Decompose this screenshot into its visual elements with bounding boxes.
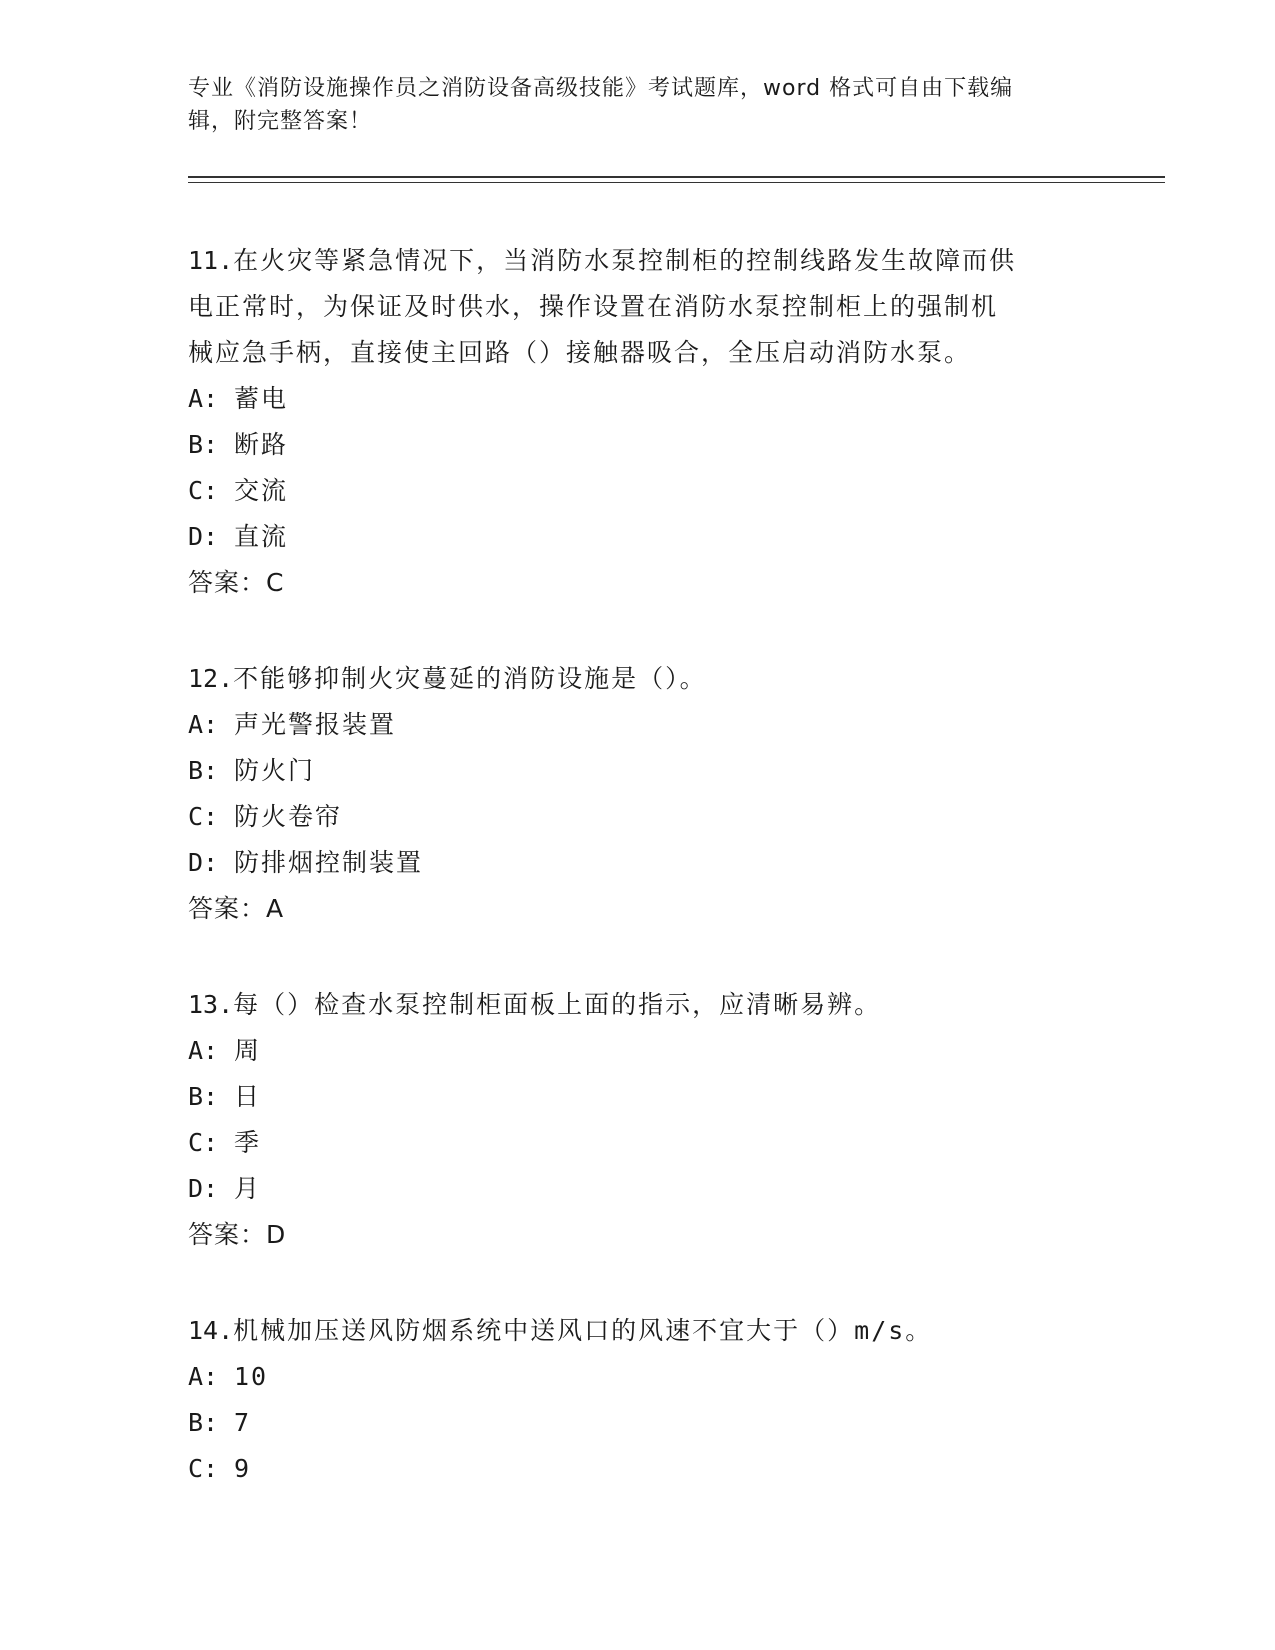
option-text: 断路 [234,430,289,459]
option-text: 防火卷帘 [234,802,343,831]
answer-line [188,886,1088,932]
question-number: 11. [188,246,234,275]
question-stem-line: 电正常时，为保证及时供水，操作设置在消防水泵控制柜上的强制机 [188,292,999,321]
option-c [188,468,1088,514]
answer-line [188,1212,1088,1258]
question-number: 12. [188,664,234,693]
question-stem-line [188,238,1088,284]
option-text: 月 [234,1174,262,1203]
option-b [188,748,1088,794]
question-list [188,238,1088,1542]
option-letter: D: [188,522,219,551]
option-text: 10 [234,1362,269,1391]
option-letter: A: [188,1036,219,1065]
question-stem [188,656,1088,702]
option-letter: C: [188,476,219,505]
option-b [188,1074,1088,1120]
option-a [188,1354,1088,1400]
option-text: 7 [234,1408,252,1437]
answer-label: 答案： [188,1220,267,1249]
option-letter: A: [188,384,219,413]
answer-value: A [266,894,284,923]
option-letter: B: [188,1408,219,1437]
option-text: 季 [234,1128,262,1157]
header-divider-thick [188,176,1165,178]
question-stem-text: 每（）检查水泵控制柜面板上面的指示，应清晰易辨。 [233,990,882,1019]
question-12 [188,656,1088,932]
question-13 [188,982,1088,1258]
question-stem-line: 械应急手柄，直接使主回路（）接触器吸合，全压启动消防水泵。 [188,338,972,367]
header-line-2: 辑，附完整答案！ [188,109,373,134]
option-letter: D: [188,1174,219,1203]
option-letter: A: [188,1362,219,1391]
question-11 [188,238,1088,606]
option-d [188,840,1088,886]
question-stem [188,982,1088,1028]
option-c [188,794,1088,840]
answer-line [188,560,1088,606]
question-stem-line [188,656,1088,702]
option-letter: C: [188,802,219,831]
document-header [188,72,1068,138]
option-b [188,422,1088,468]
option-text: 防排烟控制装置 [234,848,424,877]
header-line-1: 专业《消防设施操作员之消防设备高级技能》考试题库，word 格式可自由下载编 [188,76,1014,101]
question-number: 14. [188,1316,234,1345]
option-letter: B: [188,430,219,459]
question-stem [188,1308,1088,1354]
question-stem-line [188,1308,1088,1354]
option-text: 周 [234,1036,262,1065]
option-b [188,1400,1088,1446]
answer-value: D [266,1220,286,1249]
option-text: 交流 [234,476,289,505]
header-divider-thin [188,182,1165,183]
option-a [188,1028,1088,1074]
answer-label: 答案： [188,894,267,923]
option-d [188,1166,1088,1212]
option-text: 防火门 [234,756,316,785]
option-text: 蓄电 [234,384,289,413]
question-stem [188,238,1088,376]
question-stem-line [188,982,1088,1028]
question-14 [188,1308,1088,1492]
option-text: 9 [234,1454,252,1483]
option-letter: B: [188,756,219,785]
question-number: 13. [188,990,234,1019]
option-c [188,1446,1088,1492]
option-a [188,702,1088,748]
option-letter: B: [188,1082,219,1111]
option-a [188,376,1088,422]
option-c [188,1120,1088,1166]
answer-label: 答案： [188,568,267,597]
option-text: 直流 [234,522,289,551]
question-stem-text: 在火灾等紧急情况下，当消防水泵控制柜的控制线路发生故障而供 [233,246,1017,275]
question-stem-text: 不能够抑制火灾蔓延的消防设施是（）。 [233,664,707,693]
option-text: 声光警报装置 [234,710,397,739]
option-letter: A: [188,710,219,739]
option-letter: D: [188,848,219,877]
option-text: 日 [234,1082,262,1111]
option-d [188,514,1088,560]
option-letter: C: [188,1128,219,1157]
answer-value: C [266,568,284,597]
question-stem-text: 机械加压送风防烟系统中送风口的风速不宜大于（）m/s。 [233,1316,933,1345]
option-letter: C: [188,1454,219,1483]
